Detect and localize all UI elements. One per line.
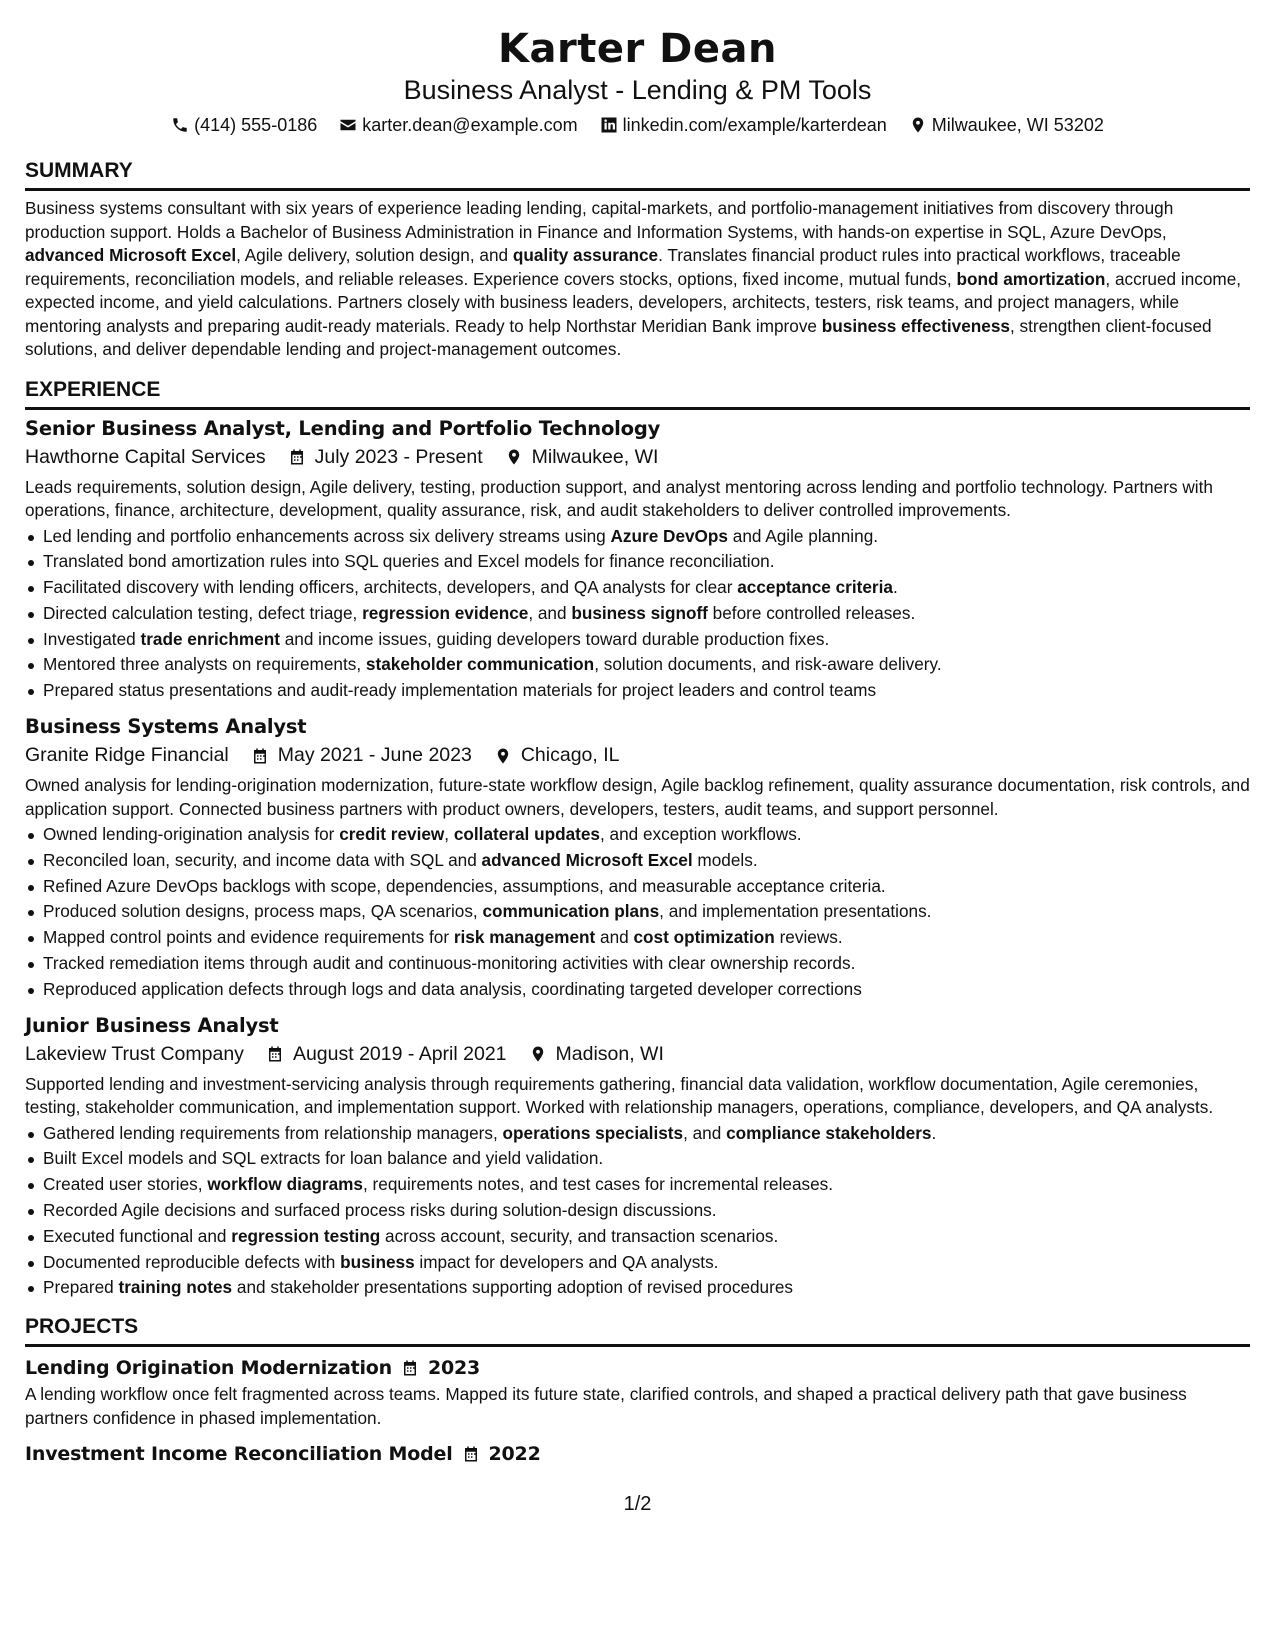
- contact-location: [909, 114, 1104, 136]
- job-meta: [25, 445, 1250, 470]
- candidate-name: Karter Dean: [498, 26, 777, 72]
- calendar-icon: [266, 1045, 284, 1063]
- job-bullets: [25, 822, 1250, 1003]
- project-year: 2022: [488, 1443, 541, 1466]
- bullet-item: Documented reproducible defects with business impact for developers and QA analysts.: [25, 1250, 1250, 1276]
- bullet-item: Prepared training notes and stakeholder presentations supporting adoption of revised procedures: [25, 1275, 1250, 1301]
- project-description: A lending workflow once felt fragmented across teams. Mapped its future state, clarified controls, and shaped a practical delivery path that gave business partners confidence in phased implementation.: [25, 1384, 1187, 1428]
- calendar-icon: [462, 1445, 480, 1463]
- bullet-item: Created user stories, workflow diagrams, requirements notes, and test cases for incremental releases.: [25, 1172, 1250, 1198]
- job-company: Lakeview Trust Company: [25, 1042, 244, 1065]
- map-pin-icon: [529, 1045, 547, 1063]
- project-entry: [25, 1442, 1250, 1466]
- job-title: Senior Business Analyst, Lending and Portfolio Technology: [25, 416, 661, 440]
- map-pin-icon: [494, 747, 512, 765]
- job-entry: [25, 715, 1250, 1003]
- job-location: Madison, WI: [555, 1042, 664, 1065]
- page-number: 1/2: [623, 1493, 652, 1515]
- bullet-item: Reproduced application defects through logs and data analysis, coordinating targeted developer corrections: [25, 977, 1250, 1003]
- job-title: Junior Business Analyst: [25, 1013, 279, 1037]
- section-title-summary: SUMMARY: [25, 159, 1250, 191]
- bullet-item: Prepared status presentations and audit-ready implementation materials for project leaders and control teams: [25, 678, 1250, 704]
- job-company: Granite Ridge Financial: [25, 744, 229, 767]
- linkedin-icon: [600, 116, 618, 134]
- bullet-item: Translated bond amortization rules into SQL queries and Excel models for finance reconciliation.: [25, 549, 1250, 575]
- section-title-projects: PROJECTS: [25, 1315, 1250, 1347]
- bullet-item: Gathered lending requirements from relationship managers, operations specialists, and compliance stakeholders.: [25, 1121, 1250, 1147]
- job-dates: August 2019 - April 2021: [292, 1042, 507, 1065]
- job-description: Owned analysis for lending-origination modernization, future-state workflow design, Agile backlog refinement, quality assurance documentation, risk controls, and application support. Connected business partners with product owners, developers, testers, audit teams, and support personnel.: [25, 775, 1250, 819]
- bullet-item: Mentored three analysts on requirements, stakeholder communication, solution documents, and risk-aware delivery.: [25, 652, 1250, 678]
- job-title: Business Systems Analyst: [25, 715, 307, 739]
- map-pin-icon: [505, 448, 523, 466]
- job-location: Milwaukee, WI: [531, 445, 659, 468]
- job-entry: [25, 417, 1250, 705]
- section-title-experience: EXPERIENCE: [25, 378, 1250, 410]
- bullet-item: Recorded Agile decisions and surfaced process risks during solution-design discussions.: [25, 1198, 1250, 1224]
- email-text: karter.dean@example.com: [362, 115, 578, 135]
- bullet-item: Tracked remediation items through audit and continuous-monitoring activities with clear ownership records.: [25, 951, 1250, 977]
- project-title: Investment Income Reconciliation Model: [25, 1443, 453, 1466]
- summary-text: Business systems consultant with six years of experience leading lending, capital-markets, and portfolio-management initiatives from discovery through production support. Holds a Bachelor of Business Administration in Finance and Information Systems, with hands-on expertise in SQL, Azure DevOps, advanced Microsoft Excel, Agile delivery, solution design, and quality assurance. Translates financial product rules into practical workflows, traceable requirements, reconciliation models, and reliable releases. Experience covers stocks, options, fixed income, mutual funds, bond amortization, accrued income, expected income, and yield calculations. Partners closely with business leaders, developers, architects, testers, risk teams, and project managers, while mentoring analysts and preparing audit-ready materials. Ready to help Northstar Meridian Bank improve business effectiveness, strengthen client-focused solutions, and deliver dependable lending and project-management outcomes.: [25, 198, 1242, 359]
- bullet-item: Built Excel models and SQL extracts for loan balance and yield validation.: [25, 1146, 1250, 1172]
- location-text: Milwaukee, WI 53202: [931, 115, 1104, 135]
- envelope-icon: [339, 116, 357, 134]
- project-year: 2023: [427, 1357, 481, 1380]
- candidate-role: Business Analyst - Lending & PM Tools: [403, 75, 872, 105]
- project-title-row: [25, 1356, 1250, 1380]
- contact-email[interactable]: [339, 114, 577, 136]
- contact-phone[interactable]: [171, 114, 317, 136]
- job-meta: [25, 743, 1250, 768]
- job-location: Chicago, IL: [520, 744, 620, 767]
- bullet-item: Directed calculation testing, defect triage, regression evidence, and business signoff before controlled releases.: [25, 601, 1250, 627]
- contact-linkedin[interactable]: [600, 114, 887, 136]
- calendar-icon: [288, 448, 306, 466]
- job-bullets: [25, 1121, 1250, 1302]
- job-meta: [25, 1042, 1250, 1067]
- calendar-icon: [401, 1359, 419, 1377]
- project-entry: [25, 1356, 1250, 1430]
- phone-icon: [171, 116, 189, 134]
- bullet-item: Refined Azure DevOps backlogs with scope, dependencies, assumptions, and measurable acceptance criteria.: [25, 874, 1250, 900]
- bullet-item: Investigated trade enrichment and income issues, guiding developers toward durable production fixes.: [25, 627, 1250, 653]
- bullet-item: Executed functional and regression testing across account, security, and transaction scenarios.: [25, 1224, 1250, 1250]
- project-title-row: [25, 1442, 1250, 1466]
- job-description: Supported lending and investment-servicing analysis through requirements gathering, financial data validation, workflow documentation, Agile ceremonies, testing, stakeholder communication, and implementation support. Worked with relationship managers, operations, compliance, developers, and QA analysts.: [25, 1073, 1214, 1118]
- bullet-item: Reconciled loan, security, and income data with SQL and advanced Microsoft Excel models.: [25, 848, 1250, 874]
- bullet-item: Produced solution designs, process maps, QA scenarios, communication plans, and implementation presentations.: [25, 899, 1250, 925]
- job-entry: [25, 1014, 1250, 1302]
- job-dates: May 2021 - June 2023: [277, 744, 472, 767]
- resume-page: [25, 0, 1250, 1466]
- linkedin-text: linkedin.com/example/karterdean: [622, 115, 887, 135]
- job-dates: July 2023 - Present: [314, 445, 483, 468]
- calendar-icon: [251, 747, 269, 765]
- map-pin-icon: [909, 116, 927, 134]
- job-bullets: [25, 524, 1250, 705]
- bullet-item: Mapped control points and evidence requirements for risk management and cost optimization reviews.: [25, 925, 1250, 951]
- job-description: Leads requirements, solution design, Agile delivery, testing, production support, and analyst mentoring across lending and portfolio technology. Partners with operations, finance, architecture, development, quality assurance, risk, and audit stakeholders to deliver controlled improvements.: [25, 476, 1213, 520]
- phone-text: (414) 555-0186: [194, 115, 318, 135]
- project-title: Lending Origination Modernization: [25, 1357, 392, 1380]
- bullet-item: Facilitated discovery with lending officers, architects, developers, and QA analysts for clear acceptance criteria.: [25, 575, 1250, 601]
- bullet-item: Led lending and portfolio enhancements across six delivery streams using Azure DevOps and Agile planning.: [25, 524, 1250, 550]
- contact-bar: [25, 114, 1250, 136]
- bullet-item: Owned lending-origination analysis for credit review, collateral updates, and exception workflows.: [25, 822, 1250, 848]
- job-company: Hawthorne Capital Services: [25, 445, 266, 468]
